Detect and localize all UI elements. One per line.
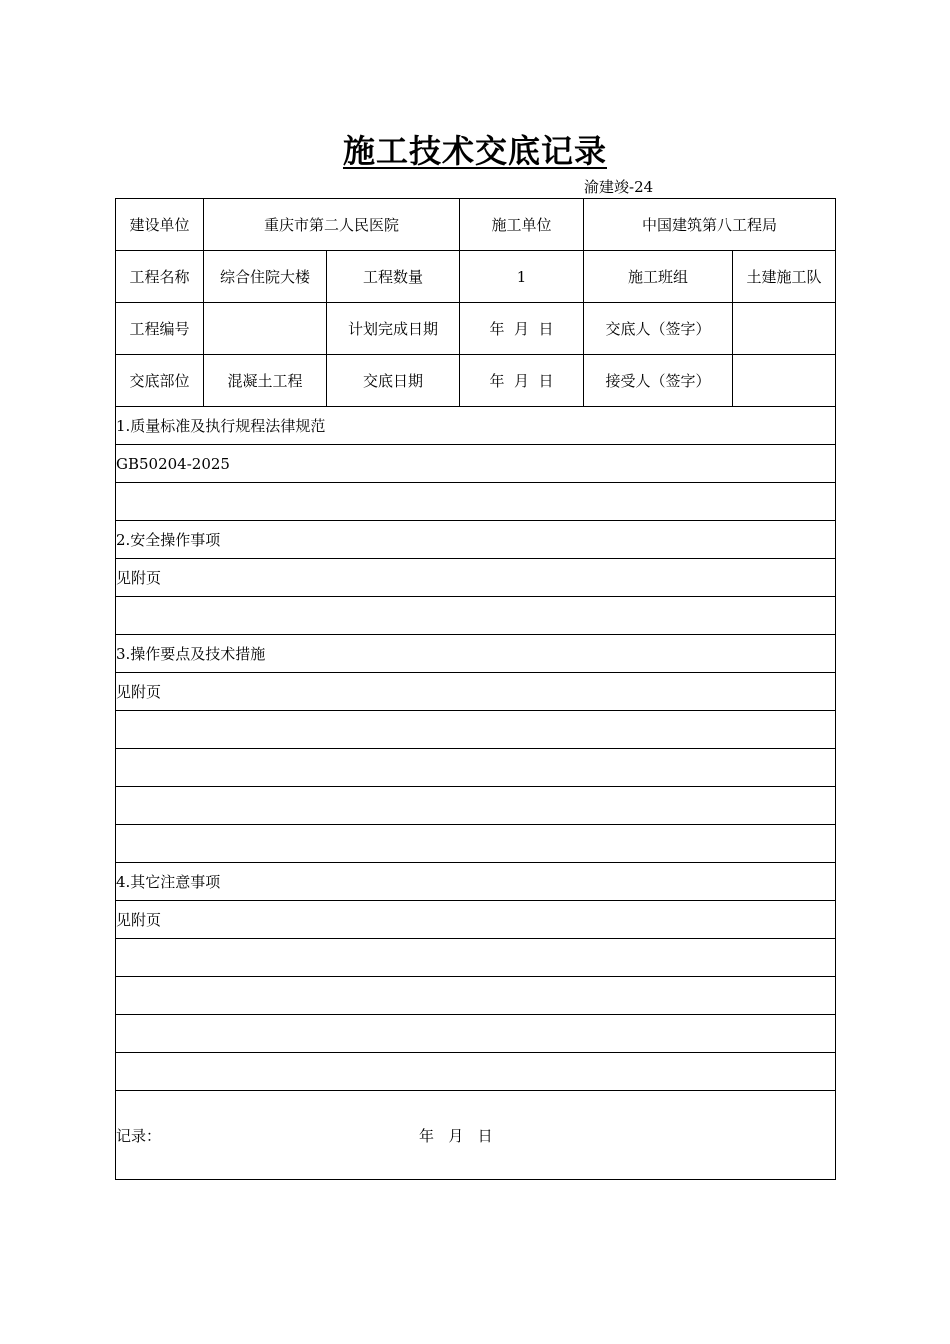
header-row	[116, 251, 836, 303]
header-row	[116, 303, 836, 355]
section-line-row	[116, 939, 836, 977]
record-label: 记录：	[116, 1126, 162, 1145]
label-contractor: 施工单位	[460, 199, 584, 251]
section-line-row	[116, 787, 836, 825]
header-row	[116, 199, 836, 251]
section-line-row	[116, 1015, 836, 1053]
section-line-row	[116, 711, 836, 749]
section-heading: 4.其它注意事项	[116, 863, 836, 901]
section-line-row	[116, 901, 836, 939]
value-contractor: 中国建筑第八工程局	[584, 199, 836, 251]
section-line	[116, 1053, 836, 1091]
disclosure-record-table	[115, 198, 836, 1180]
section-heading: 2.安全操作事项	[116, 521, 836, 559]
section-line: GB50204-2025	[116, 445, 836, 483]
section-heading-row	[116, 863, 836, 901]
form-number: 渝建竣-24	[584, 178, 654, 196]
label-construction-unit: 建设单位	[116, 199, 204, 251]
label-disclosure-part: 交底部位	[116, 355, 204, 407]
section-line-row	[116, 825, 836, 863]
section-line-row	[116, 749, 836, 787]
label-team: 施工班组	[584, 251, 733, 303]
section-line: 见附页	[116, 673, 836, 711]
label-project-number: 工程编号	[116, 303, 204, 355]
value-disclosure-part: 混凝土工程	[204, 355, 327, 407]
record-row	[116, 1091, 836, 1180]
label-receiver-signature: 接受人（签字）	[584, 355, 733, 407]
section-line	[116, 711, 836, 749]
section-heading-row	[116, 407, 836, 445]
label-project-name: 工程名称	[116, 251, 204, 303]
section-line-row	[116, 977, 836, 1015]
section-line	[116, 787, 836, 825]
value-disclosure-date: 年 月 日	[460, 355, 584, 407]
header-row	[116, 355, 836, 407]
section-line	[116, 825, 836, 863]
form-title: 施工技术交底记录	[342, 132, 607, 170]
label-planned-completion: 计划完成日期	[327, 303, 460, 355]
section-line-row	[116, 597, 836, 635]
value-construction-unit: 重庆市第二人民医院	[204, 199, 460, 251]
section-line	[116, 1015, 836, 1053]
record-date: 年 月 日	[419, 1126, 493, 1145]
section-line: 见附页	[116, 559, 836, 597]
label-quantity: 工程数量	[327, 251, 460, 303]
value-project-name: 综合住院大楼	[204, 251, 327, 303]
section-line	[116, 597, 836, 635]
section-line	[116, 483, 836, 521]
section-line	[116, 977, 836, 1015]
value-planned-completion: 年 月 日	[460, 303, 584, 355]
label-discloser-signature: 交底人（签字）	[584, 303, 733, 355]
section-line-row	[116, 1053, 836, 1091]
value-discloser-signature	[733, 303, 836, 355]
value-team: 土建施工队	[733, 251, 836, 303]
section-heading-row	[116, 635, 836, 673]
value-project-number	[204, 303, 327, 355]
record-cell	[116, 1091, 836, 1180]
value-receiver-signature	[733, 355, 836, 407]
section-heading: 1.质量标准及执行规程法律规范	[116, 407, 836, 445]
value-quantity: 1	[460, 251, 584, 303]
section-line-row	[116, 445, 836, 483]
section-line	[116, 939, 836, 977]
section-line: 见附页	[116, 901, 836, 939]
section-line-row	[116, 559, 836, 597]
section-heading: 3.操作要点及技术措施	[116, 635, 836, 673]
section-line-row	[116, 673, 836, 711]
section-heading-row	[116, 521, 836, 559]
section-line	[116, 749, 836, 787]
section-line-row	[116, 483, 836, 521]
label-disclosure-date: 交底日期	[327, 355, 460, 407]
